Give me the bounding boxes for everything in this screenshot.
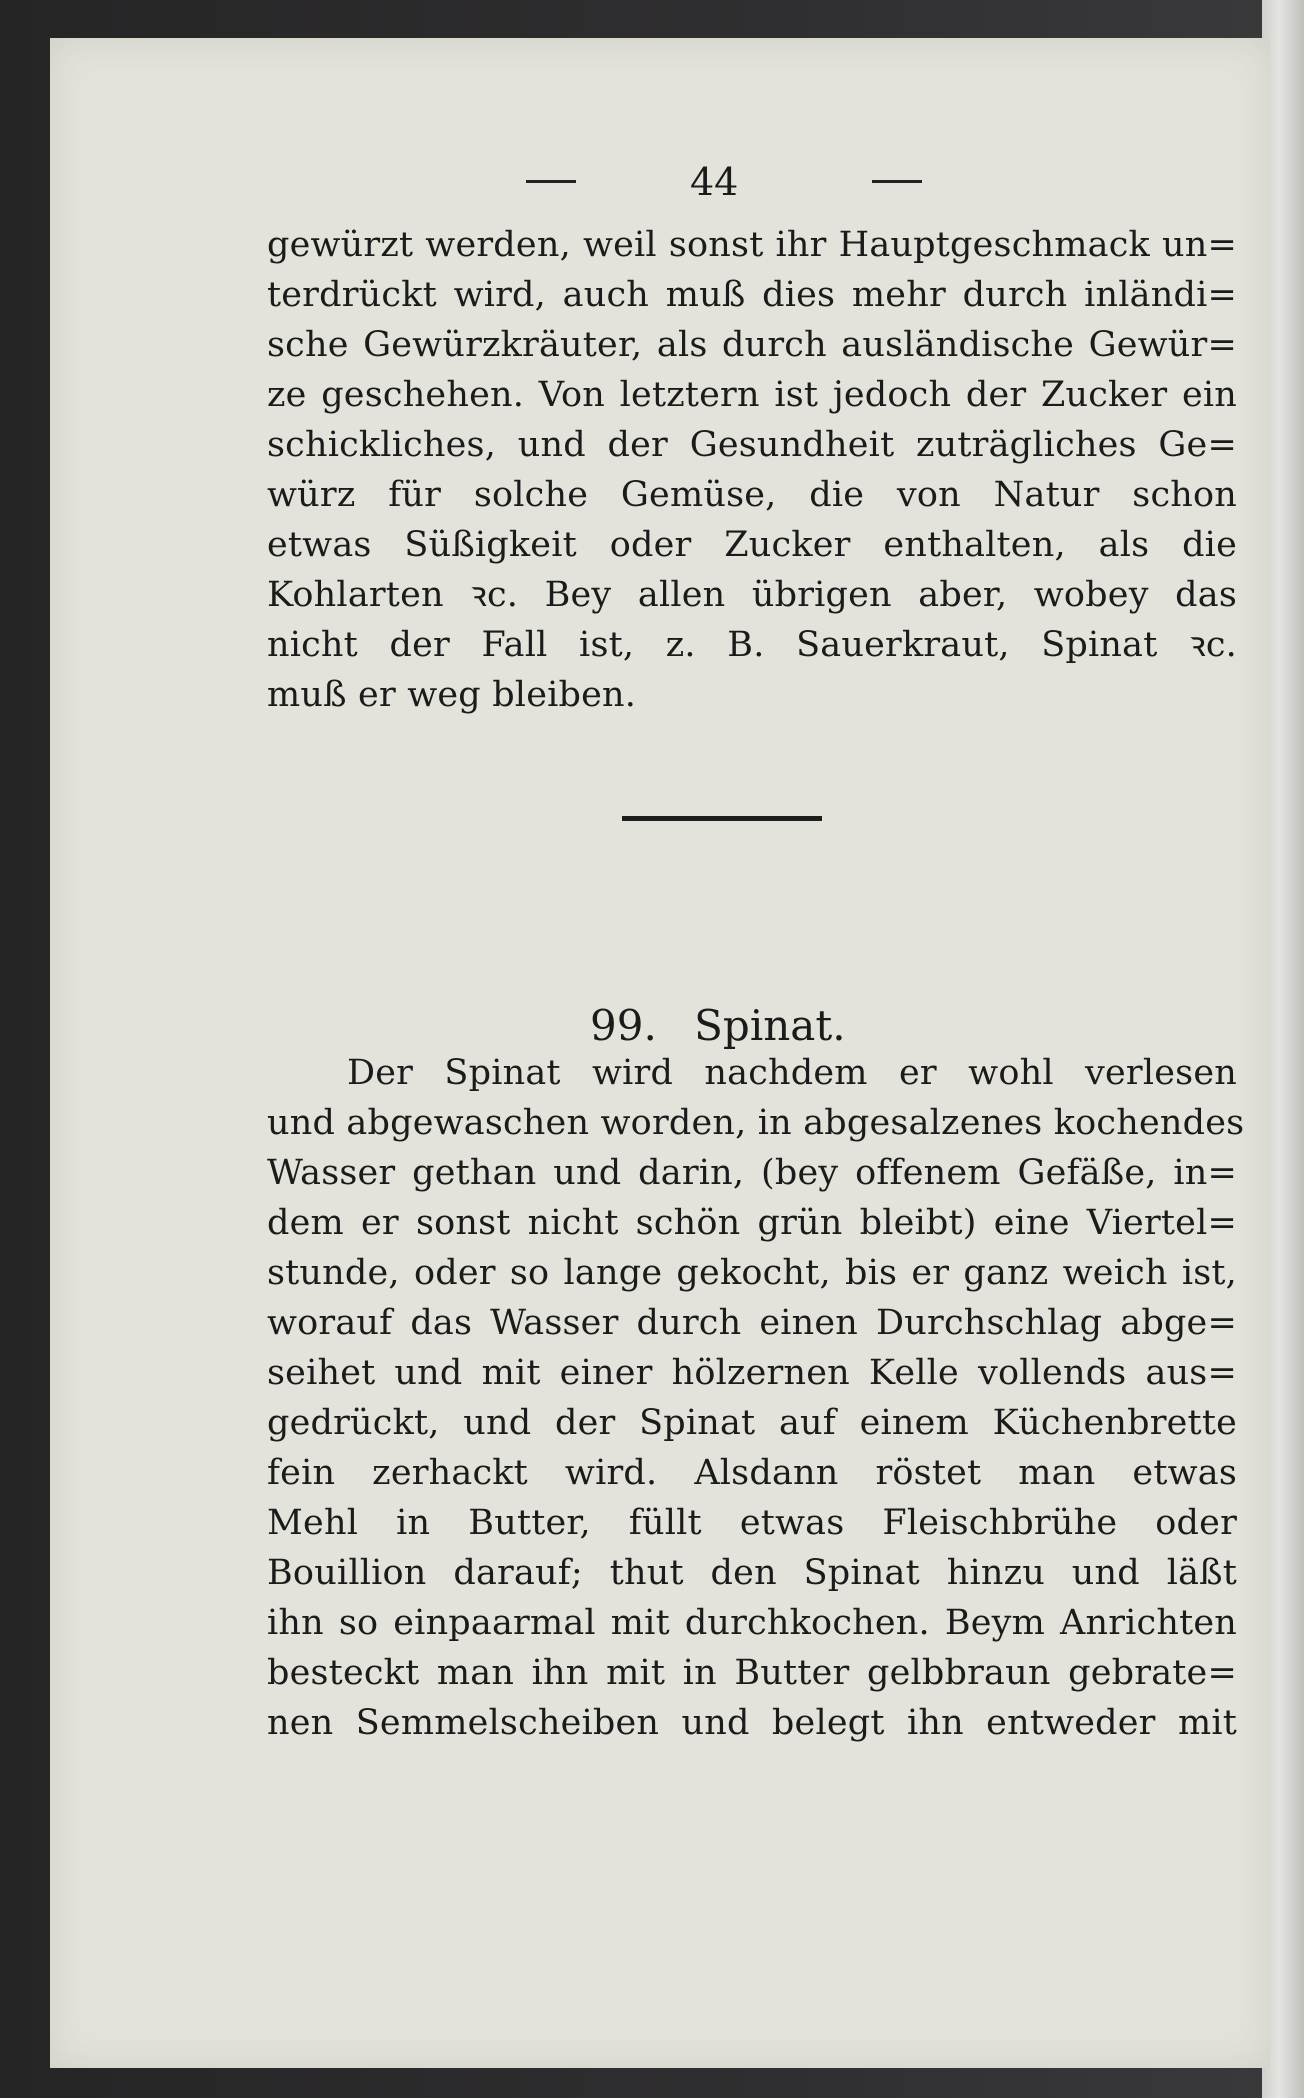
header-dash-right bbox=[872, 180, 922, 183]
book-page bbox=[50, 38, 1270, 2068]
text-line: gewürzt werden, weil sonst ihr Hauptgeschmack un= bbox=[267, 225, 1237, 265]
text-line: nicht der Fall ist, z. B. Sauerkraut, Spinat ꝛc. bbox=[267, 625, 1237, 665]
text-line: worauf das Wasser durch einen Durchschlag abge= bbox=[267, 1303, 1237, 1343]
page-number: 44 bbox=[690, 160, 739, 204]
text-line: Der Spinat wird nachdem er wohl verlesen bbox=[347, 1053, 1237, 1093]
header-dash-left bbox=[526, 180, 576, 183]
text-line: terdrückt wird, auch muß dies mehr durch inländi= bbox=[267, 275, 1237, 315]
text-line: seihet und mit einer hölzernen Kelle vollends aus= bbox=[267, 1353, 1237, 1393]
section-title: Spinat. bbox=[694, 1001, 846, 1050]
text-line: Bouillion darauf; thut den Spinat hinzu und läßt bbox=[267, 1553, 1237, 1593]
text-line: und abgewaschen worden, in abgesalzenes kochendes bbox=[267, 1103, 1245, 1143]
text-line: stunde, oder so lange gekocht, bis er ganz weich ist, bbox=[267, 1253, 1237, 1293]
text-line: besteckt man ihn mit in Butter gelbbraun gebrate= bbox=[267, 1653, 1237, 1693]
text-line: fein zerhackt wird. Alsdann röstet man etwas bbox=[267, 1453, 1237, 1493]
text-line: etwas Süßigkeit oder Zucker enthalten, als die bbox=[267, 525, 1237, 565]
text-line: Wasser gethan und darin, (bey offenem Gefäße, in= bbox=[267, 1153, 1237, 1193]
text-line: ihn so einpaarmal mit durchkochen. Beym Anrichten bbox=[267, 1603, 1237, 1643]
text-line: nen Semmelscheiben und belegt ihn entweder mit bbox=[267, 1703, 1237, 1743]
text-line: Mehl in Butter, füllt etwas Fleischbrühe oder bbox=[267, 1503, 1237, 1543]
page-header bbox=[50, 158, 1270, 218]
text-line: dem er sonst nicht schön grün bleibt) eine Viertel= bbox=[267, 1203, 1237, 1243]
text-line: sche Gewürzkräuter, als durch ausländische Gewür= bbox=[267, 325, 1237, 365]
text-line: würz für solche Gemüse, die von Natur schon bbox=[267, 475, 1237, 515]
text-line: Kohlarten ꝛc. Bey allen übrigen aber, wobey das bbox=[267, 575, 1237, 615]
text-line: ze geschehen. Von letztern ist jedoch der Zucker ein bbox=[267, 375, 1237, 415]
text-line: muß er weg bleiben. bbox=[267, 675, 637, 715]
text-line: schickliches, und der Gesundheit zuträgliches Ge= bbox=[267, 425, 1237, 465]
section-heading bbox=[590, 998, 990, 1054]
section-divider-rule bbox=[622, 816, 822, 821]
section-paragraph bbox=[267, 1048, 1245, 1748]
section-number: 99. bbox=[590, 1001, 657, 1050]
text-line: gedrückt, und der Spinat auf einem Küchenbrette bbox=[267, 1403, 1237, 1443]
continued-paragraph bbox=[267, 220, 1237, 720]
